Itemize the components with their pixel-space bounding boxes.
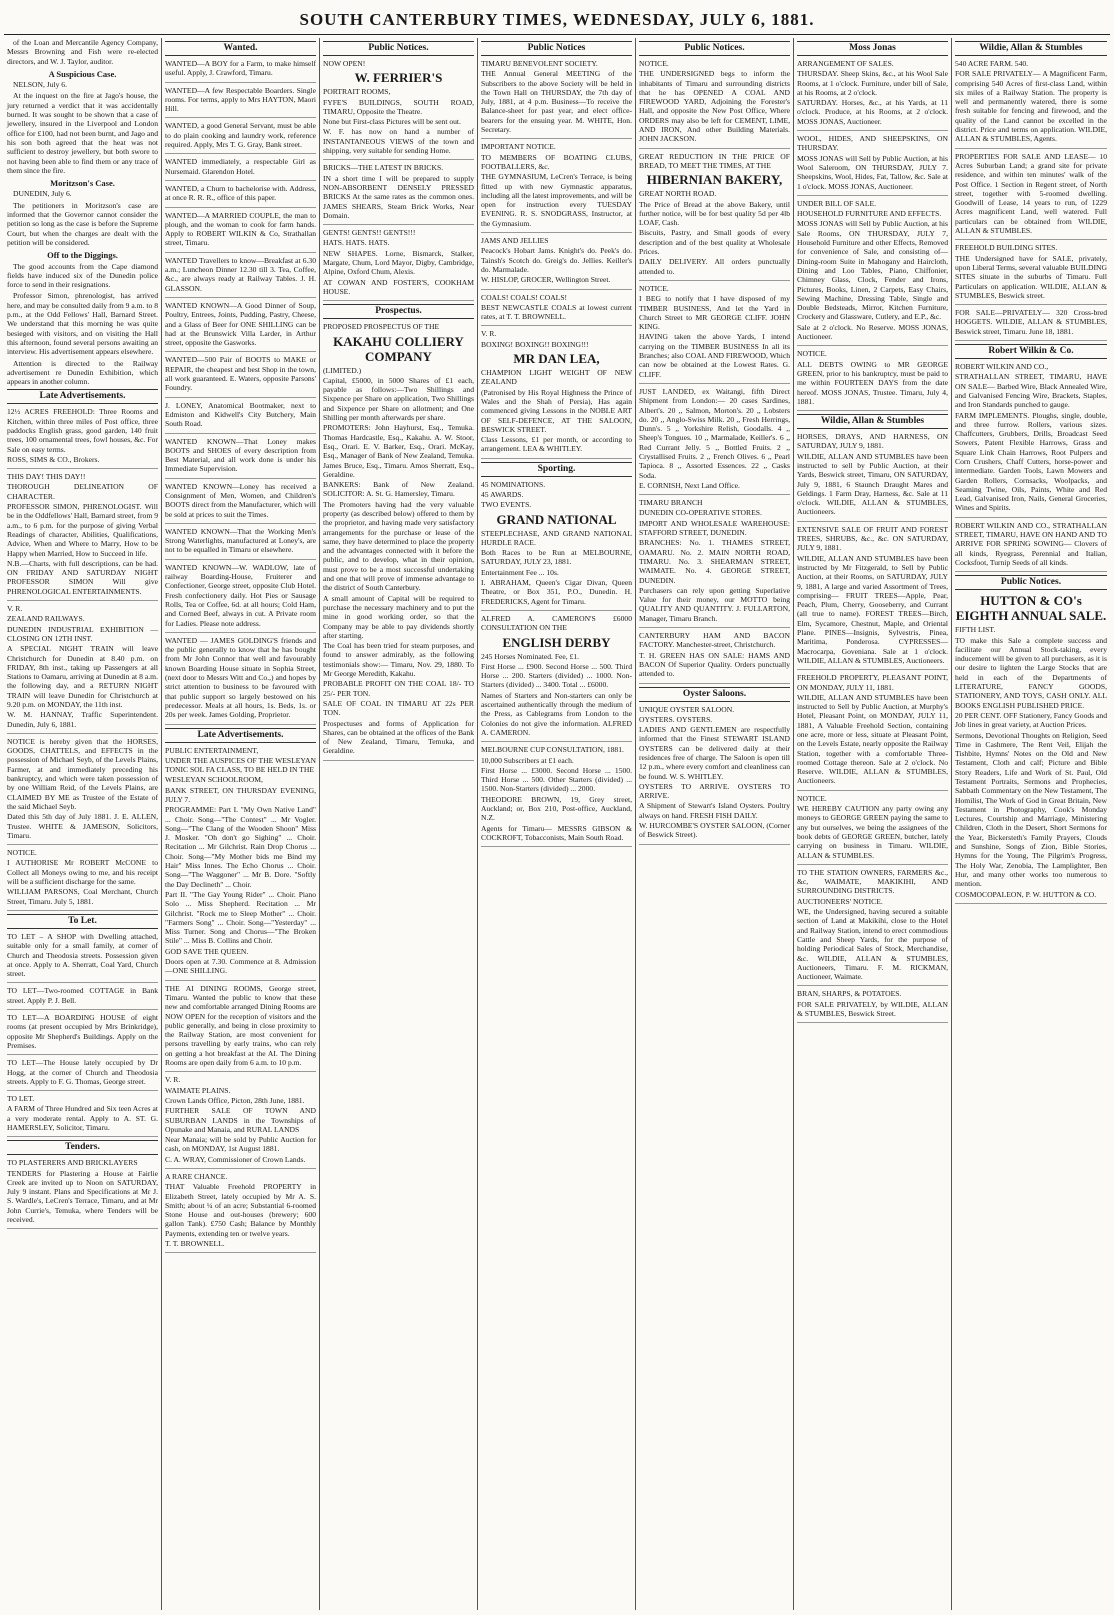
advertisement	[7, 848, 158, 911]
ad-paragraph: IMPORTANT NOTICE.	[481, 142, 556, 152]
ad-paragraph: THE GYMNASIUM, LeCren's Terrace, is being fitted up with new Gymnastic apparatus, including all the latest improvements, and will be open for instruction every TUESDAY EVENING. R. S. SNODGRASS, Instructor, at the Gymnasium.	[481, 172, 632, 228]
ad-paragraph: CHAMPION LIGHT WEIGHT OF NEW ZEALAND	[481, 368, 632, 387]
advertisement	[165, 437, 316, 479]
ad-paragraph: WILDIE, ALLAN AND STUMBLES have been instructed to Sell by Public Auction, at Murphy's Hotel, Pleasant Point, on MONDAY, JULY 11, 1881, A Valuable Freehold Section, containing one acre, more or less, situate at Pleasant Point, on the Levels Estate, nearly opposite the Railway Station, together with a comfortable Three-roomed Cottage thereon. Sale at 2 o'clock. No Reserve. WILDIE, ALLAN & STUMBLES, Auctioneers.	[797, 692, 948, 786]
advertisement	[165, 301, 316, 352]
ad-paragraph: ALL DEBTS OWING to MR GEORGE GREEN, prior to his bankruptcy, must be paid to me within FOURTEEN DAYS from the date hereof. MOSS JONAS, Trustee. Timaru, July 4, 1881.	[797, 359, 948, 406]
ad-paragraph: A FARM of Three Hundred and Six teen Acres at a very moderate rental. Apply to A. ST. G. HAMERSLEY, Solicitor, Timaru.	[7, 1104, 158, 1132]
news-article	[7, 38, 158, 66]
ad-paragraph: WOOL, HIDES, AND SHEEPSKINS, ON THURSDAY.	[797, 134, 948, 153]
ad-paragraph: OYSTERS. OYSTERS.	[639, 714, 713, 724]
ad-paragraph: (LIMITED.)	[323, 365, 362, 375]
ad-paragraph: J. LONEY, Anatomical Bootmaker, next to Edmiston and Kidwell's City Butchery, Main South Road.	[165, 400, 316, 429]
ad-paragraph: OYSTERS TO ARRIVE. OYSTERS TO ARRIVE.	[639, 781, 790, 801]
ad-paragraph: AT COWAN AND FOSTER'S, COOKHAM HOUSE.	[323, 277, 474, 296]
advertisement	[7, 472, 158, 601]
advertisement	[165, 157, 316, 181]
column-3	[320, 38, 478, 1610]
article-paragraph: The good accounts from the Cape diamond fields have induced six of the Dunedin police force to send in their resignations.	[7, 261, 158, 290]
column-4	[478, 38, 636, 1610]
ad-paragraph: DUNEDIN INDUSTRIAL EXHIBITION —CLOSING ON 12TH INST.	[7, 624, 158, 643]
section-heading: Public Notices.	[323, 41, 474, 56]
section-heading: Sporting.	[481, 462, 632, 477]
ad-paragraph: DUNEDIN CO-OPERATIVE STORES.	[639, 508, 762, 518]
column-2	[162, 38, 320, 1610]
ad-display-title: GRAND NATIONAL	[496, 511, 617, 527]
advertisement	[7, 1158, 158, 1229]
advertisement	[955, 243, 1107, 305]
ad-paragraph: The Coal has been tried for steam purposes, and found to answer admirably, as the following testimonials show:— Timaru, Nov. 29, 1880. To Mr George Meredith, Kakahu.	[323, 641, 474, 679]
ad-paragraph: Peacock's Hobart Jams. Knight's do. Peek's do. Tainsh's Scotch do. Greig's do. Jellies. Keiller's do. Marmalade.	[481, 246, 632, 274]
advertisement	[165, 636, 316, 725]
ad-display-title: HUTTON & CO's EIGHTH ANNUAL SALE.	[955, 593, 1107, 624]
news-article	[7, 262, 158, 387]
ad-paragraph: TO make this Sale a complete success and facilitate our Annual Stock-taking, every inducement will be given to all purchasers, as it is our desire to lighten the Large Stocks that are held in each of the Departments of LITERATURE, FANCY GOODS, STATIONERY, AND TOYS, CASH ONLY. ALL BOOKS ENGLISH PUBLISHED PRICE.	[955, 635, 1107, 710]
ad-paragraph: WILDIE, ALLAN AND STUMBLES have been instructed to sell by Public Auction, at their Yards, Beswick street, Timaru, ON SATURDAY, July 9, 1881, 6 Staunch Draught Mares and Geldings. 1 Farm Dray, Harness, &c. Sale at 11 o'clock. WILDIE, ALLAN & STUMBLES, Auctioneers.	[797, 451, 948, 517]
ad-paragraph: JAMS AND JELLIES	[481, 236, 549, 246]
ad-paragraph: TO THE STATION OWNERS, FARMERS &c., &c, WAIMATE, MAKIKIHI, AND SURROUNDING DISTRICTS.	[797, 867, 948, 896]
ad-paragraph: SATURDAY. Horses, &c., at his Yards, at 11 o'clock. Produce, at his Rooms, at 2 o'clock. MOSS JONAS, Auctioneer.	[797, 98, 948, 126]
advertisement	[639, 284, 790, 384]
ad-paragraph: JUST LANDED, ex Waitangi, fifth Direct Shipment from London:— 20 cases Sardines, Albert's. 20 ,, Salmon, Morton's. 20 ,, Lobsters do. 20 ,, Anglo-Swiss Milk. 20 ,, Fresh Herrings, Dunn's. 5 ,, Yorkshire Relish, Goodalls. 4 ,, Sheep's Tongues. 10 ,, Marmalade, Keiller's. 6 ,, Red Currant Jelly. 5 ,, Bottled Fruits. 2 ,, Crystallised Fruits. 2 ,, French Olives. 6 ,, Pearl Tapioca. 8 ,, Assorted Essences. 22 ,, Casks Soda.	[639, 386, 790, 480]
advertisement	[481, 480, 632, 611]
ad-paragraph: C. A. WRAY, Commissioner of Crown Lands.	[165, 1154, 306, 1164]
advertisement	[797, 525, 948, 670]
section-heading: Robert Wilkin & Co.	[955, 344, 1107, 359]
ad-paragraph: I. ABRAHAM, Queen's Cigar Divan, Queen Theatre, or Box 351, P.O., Dunedin. H. FREDERICKS, Agent for Timaru.	[481, 578, 632, 606]
news-article	[7, 189, 158, 247]
ad-paragraph: MELBOURNE CUP CONSULTATION, 1881.	[481, 745, 624, 755]
ad-display-title: MR DAN LEA,	[513, 351, 600, 367]
advertisement	[955, 308, 1107, 341]
ad-paragraph: HAVING taken the above Yards, I intend carrying on the TIMBER BUSINESS In all its Branches; also COAL AND FIREWOOD, Which can now be obtained at the Lowest Rates. G. CLIFF.	[639, 332, 790, 379]
ad-paragraph: WANTED Travellers to know—Breakfast at 6.30 a.m.; Luncheon Dinner 12.30 till 3. Tea, Coffee, &c., are always ready at Railway Tables. J. H. GLASSON.	[165, 255, 316, 293]
ad-paragraph: FIFTH LIST.	[955, 625, 996, 635]
ad-paragraph: 245 Horses Nominated. Fee, £1.	[481, 651, 580, 661]
ad-paragraph: BANKERS: Bank of New Zealand. SOLICITOR: A. St. G. Hamersley, Timaru.	[323, 480, 474, 499]
article-headline: A Suspicious Case.	[48, 68, 117, 79]
ad-paragraph: MOSS JONAS will Sell by Public Auction, at his Sale Rooms, ON THURSDAY, JULY 7, Household Furniture and other Effects, Removed for convenience of Sale, and consisting of— Dining-room Suite in Mahogany and Haircloth, Dining and Loo Tables, Piano, Chiffonier, Chimney Glass, Clock, Fender and Irons, Pictures, Books, Linen, 2 Carpets, Easy Chairs, Sewing Machine, Dressing Table, Single and Double Bedsteads, Mirror, Kitchen Furniture, Crockery and Glassware, Cutlery, and E.P., &c.	[797, 219, 948, 322]
advertisement	[955, 593, 1107, 904]
ad-paragraph: TO LET.	[7, 1094, 35, 1104]
advertisement	[7, 407, 158, 469]
ad-paragraph: WILDIE, ALLAN AND STUMBLES have been instructed by Mr Fitzgerald, to Sell by Public Auction, at their Rooms, on SATURDAY, JULY 9, 1881, A large and varied Assortment of Trees, comprising— FRUIT TREES—Apple, Pear, Peach, Plum, Cherry, Gooseberry, and Currant (all true to name). FOREST TREES—Birch, Elm, Sycamore, Chestnut, Maple, and Oriental Plane. PINES—Insignis, Sylvestris, Pinea, Maritima, Ponderosa. CYPRESSES—Macrocarpa, Goveniana. Sale at 1 o'clock. WILDIE, ALLAN & STUMBLES, Auctioneers.	[797, 553, 948, 665]
ad-paragraph: The Promoters having had the very valuable property (as described below) offered to them by the proprietor, and having made very satisfactory arrangements for the purchase or lease of the same, they have determined to place the property and the advantages connected with it before the public, and to develop, what in their opinion, must prove to be a most successful undertaking and one that will prove of immense advantage to the district of South Canterbury.	[323, 499, 474, 593]
ad-paragraph: TO LET—The House lately occupied by Dr Hogg, at the corner of Church and Theodosia streets. Apply to F. G. Thomas, George street.	[7, 1058, 158, 1086]
ad-paragraph: E. CORNISH, Next Land Office.	[639, 480, 740, 490]
ad-paragraph: 45 NOMINATIONS.	[481, 479, 546, 489]
ad-paragraph: TENDERS for Plastering a House at Fairlie Creek are invited up to Noon on SATURDAY, July 9 instant. Plans and Specifications at Mr J. S. Wardle's, LeCren's Terrace, Timaru, and at Mr John Currie's, Temuka, where Tenders will be received.	[7, 1168, 158, 1225]
advertisement	[797, 59, 948, 131]
ad-paragraph: Dated this 5th day of July 1881. J. E. ALLEN, Trustee. WHITE & JAMESON, Solicitors, Timaru.	[7, 812, 158, 840]
masthead: SOUTH CANTERBURY TIMES, WEDNESDAY, JULY 6, 1881.	[299, 10, 815, 29]
ad-paragraph: ROSS, SIMS & CO., Brokers.	[7, 454, 100, 464]
ad-paragraph: V. R.	[481, 329, 497, 339]
ad-paragraph: BOXING! BOXING!! BOXING!!!	[481, 339, 589, 349]
ad-paragraph: IN a short time I will be prepared to supply NON-ABSORBENT DENSELY PRESSED BRICKS At the same rates as the common ones. JAMES SHEARS, Steam Brick Works, Near Domain.	[323, 173, 474, 220]
ad-paragraph: WANTED, a Churn to bachelorise with. Address, at once R. R. R., office of this paper.	[165, 183, 316, 203]
ad-paragraph: UNDER THE AUSPICES OF THE WESLEYAN TONIC SOL FA CLASS, TO BE HELD IN THE	[165, 755, 316, 775]
ad-paragraph: WANTED immediately, a respectable Girl as Nursemaid. Glarendon Hotel.	[165, 157, 316, 176]
ad-paragraph: WANTED—500 Pair of BOOTS to MAKE or REPAIR, the cheapest and best Shop in the town, all work guaranteed. E. Waters, opposite Parsons' Foundry.	[165, 355, 316, 393]
advertisement	[481, 293, 632, 327]
advertisement	[797, 794, 948, 865]
ad-paragraph: NOTICE.	[639, 59, 669, 68]
article-paragraph: NELSON, July 6.	[13, 80, 68, 90]
ad-paragraph: Both Races to be Run at MELBOURNE, SATURDAY, JULY 23, 1881.	[481, 548, 632, 567]
ad-paragraph: THURSDAY. Sheep Skins, &c., at his Wool Sale Rooms, at 1 o'clock. Furniture, under bill of Sale, at his Rooms, at 2 o'clock.	[797, 69, 948, 97]
masthead-rule	[4, 34, 1110, 35]
advertisement	[797, 673, 948, 791]
advertisement	[323, 228, 474, 301]
ad-paragraph: TWO EVENTS.	[481, 500, 532, 510]
advertisement	[481, 745, 632, 847]
ad-paragraph: The Price of Bread at the above Bakery, until further notice, will be for best quality 5d per 4lb LOAF, Cash.	[639, 199, 790, 228]
advertisement	[797, 134, 948, 196]
section-heading: Prospectus.	[323, 304, 474, 319]
ad-paragraph: A SPECIAL NIGHT TRAIN will leave Christchurch for Dunedin at 8.40 p.m. on FRIDAY, 8th inst., taking up Passengers at all Stations to Oamaru, arriving at Dunedin at 8 a.m. the following day, and a RETURN NIGHT TRAIN will leave Dunedin for Christchurch at 9.20 p.m. on MONDAY, the 11th inst.	[7, 644, 158, 709]
ad-paragraph: (Patronised by His Royal Highness the Prince of Wales and the Shah of Persia), Has again commenced giving Lessons in the NOBLE ART OF SELF-DEFENCE, AT THE SALOON, BESWICK STREET.	[481, 387, 632, 434]
ad-paragraph: PROGRAMME: Part I. "My Own Native Land" ... Choir. Song—"The Contest" ... Mr Vogler. Song—"The Clang of the Wooden Shoon" Miss J. Mosker. "Oh don't go Sighing" ... Choir. Recitation ... Mr Gilchrist. Rain Drop Chorus ... Choir. Song—"My Mother bids me Bind my Hair" Miss Innes. The Echo Chorus ... Choir. Song—"The Waggoner" ... Mr B. Dore. "Softly the Day Declineth" ... Choir.	[165, 805, 316, 889]
ad-paragraph: CANTERBURY HAM AND BACON FACTORY. Manchester-street, Christchurch.	[639, 631, 790, 650]
ad-paragraph: GREAT REDUCTION IN THE PRICE OF BREAD, TO MEET THE TIMES, AT THE	[639, 151, 790, 170]
article-paragraph: At the inquest on the fire at Jago's house, the jury returned a verdict that it was accidentally burned. It was sought to be shown that a case of jewellery, insured in the Liverpool and London office for £100, had not been burnt, and Jago and his son both agreed that the heat was not sufficient to destroy jewellery, but both swore to not having been able to find them or any trace of them since the fire.	[7, 91, 158, 175]
section-heading: Wildie, Allan & Stumbles	[797, 414, 948, 429]
ad-paragraph: Doors open at 7.30. Commence at 8. Admission—ONE SHILLING.	[165, 957, 316, 976]
ad-paragraph: 20 PER CENT. OFF Stationery, Fancy Goods and Job lines in great variety, at Auction Prices.	[955, 710, 1107, 730]
ad-paragraph: STEEPLECHASE, AND GRAND NATIONAL HURDLE RACE.	[481, 528, 632, 547]
ad-paragraph: First Horse ... £900. Second Horse ... 500. Third Horse ... 200. Starters (divided) ... 1000. Non-Starters (divided) ... 3400. Total ... £6000.	[481, 661, 632, 690]
ad-paragraph: EXTENSIVE SALE OF FRUIT AND FOREST TREES, SHRUBS, &c., &c. ON SATURDAY, JULY 9, 1881.	[797, 524, 948, 553]
advertisement	[165, 401, 316, 434]
advertisement	[165, 59, 316, 83]
ad-paragraph: GREAT NORTH ROAD.	[639, 189, 717, 199]
ad-paragraph: BRICKS—THE LATEST IN BRICKS.	[323, 163, 444, 173]
ad-paragraph: WAIMATE PLAINS.	[165, 1085, 231, 1095]
ad-paragraph: A Shipment of Stewart's Island Oysters. Poultry always on hand. FRESH FISH DAILY.	[639, 801, 790, 820]
ad-paragraph: 45 AWARDS.	[481, 489, 524, 499]
advertisement	[955, 59, 1107, 149]
column-5	[636, 38, 794, 1610]
ad-paragraph: WANTED—A few Respectable Boarders. Single rooms. For terms, apply to Mrs HAYTON, Maori Hill.	[165, 85, 316, 114]
news-article	[7, 80, 158, 175]
ad-paragraph: MOSS JONAS will Sell by Public Auction, at his Wool Saleroom, ON THURSDAY, JULY 7. Sheepskins, Wool, Hides, Fat, Tallow, &c. Sale at 1 o'clock. MOSS JONAS, Auctioneer.	[797, 153, 948, 191]
advertisement	[481, 329, 632, 458]
ad-paragraph: W. HURCOMBE'S OYSTER SALOON, (Corner of Beswick Street).	[639, 821, 790, 840]
ad-paragraph: ALFRED A. CAMERON'S £6000 CONSULTATION ON THE	[481, 613, 632, 633]
ad-paragraph: WANTED, a good General Servant, must be able to do plain cooking and laundry work, reference required. Apply, Mrs T. G. Gray, Bank street.	[165, 121, 316, 150]
section-heading: Moss Jonas	[797, 41, 948, 56]
ad-paragraph: Crown Lands Office, Picton, 28th June, 1881.	[165, 1095, 305, 1105]
ad-paragraph: FOR SALE—PRIVATELY— 320 Cross-bred HOGGETS. WILDIE, ALLAN & STUMBLES, Beswick street, Timaru. June 18, 1881.	[955, 308, 1107, 336]
ad-paragraph: IMPORT AND WHOLESALE WAREHOUSE: STAFFORD STREET, DUNEDIN.	[639, 518, 790, 538]
ad-paragraph: I AUTHORISE Mr ROBERT McCONE to Collect all Moneys owing to me, and his receipt will be a sufficient discharge for the same.	[7, 858, 158, 887]
article-paragraph: DUNEDIN, July 6.	[13, 189, 72, 199]
ad-paragraph: T. H. GREEN HAS ON SALE: HAMS AND BACON Of Superior Quality. Orders punctually attended to.	[639, 650, 790, 679]
ad-paragraph: First Horse ... £3000. Second Horse ... 1500. Third Horse ... 500. Other Starters (divided) ... 1500. Non-Starters (divided) ... 2000.	[481, 765, 632, 794]
section-heading: Oyster Saloons.	[639, 687, 790, 702]
advertisement	[7, 1094, 158, 1137]
ad-paragraph: WANTED KNOWN—That Loney makes BOOTS and SHOES of every description from Best Material, and all work done is under his Immediate Supervision.	[165, 436, 316, 474]
advertisement	[165, 211, 316, 253]
ad-paragraph: FOR SALE PRIVATELY— A Magnificent Farm, comprising 540 Acres of first-class Land, within six miles of a Railway Station. The property is well and permanently watered, there is some fresh suitable for fencing and firewood, and the quality of the Land cannot be excelled in the district. Price and terms on application. WILDIE, ALLAN & STUMBLES, Agents.	[955, 69, 1107, 144]
ad-paragraph: Entertainment Fee ... 10s.	[481, 567, 559, 577]
ad-paragraph: COSMOCOPALEON, P. W. HUTTON & CO.	[955, 889, 1097, 899]
ad-paragraph: PROMOTERS: John Hayhurst, Esq., Temuka. Thomas Hardcastle, Esq., Kakahu. A. W. Stoor, Esq., Orari. E. V. Barker, Esq., Orari. McKay, Esq., Manager of Bank of New Zealand, Temuka. James Bruce, Esq., Timaru. Amos Sherratt, Esq., Geraldine.	[323, 423, 474, 479]
ad-paragraph: PROPERTIES FOR SALE AND LEASE— 10 Acres Suburban Land; a grand site for private residence, and within ten minutes' walk of the Post Office. 1 Section in Regent street, of North street, together with 5-roomed dwelling. Goodwill of Lease, 14 years to run, of 1229 Acres magnificent Land, well watered. Full particulars can be obtained from WILDIE, ALLAN & STUMBLES.	[955, 151, 1107, 236]
article-paragraph: of the Loan and Mercantile Agency Company, Messrs Browning and Fish were re-elected directors, and W. J. Taylor, auditor.	[7, 38, 158, 66]
columns-container	[4, 38, 1110, 1610]
advertisement	[323, 322, 474, 760]
ad-paragraph: BEST NEWCASTLE COALS at lowest current rates, at T. T. BROWNELL.	[481, 302, 632, 322]
ad-paragraph: THOROUGH DELINEATION OF CHARACTER.	[7, 482, 158, 501]
advertisement	[165, 482, 316, 524]
ad-paragraph: BRANCHES: No. 1. THAMES STREET, OAMARU. No. 2. MAIN NORTH ROAD, TIMARU. No. 3. SHEARMAN STREET, WAIMATE. No. 4. GEORGE STREET, DUNEDIN.	[639, 538, 790, 585]
ad-paragraph: THE AI DINING ROOMS, George street, Timaru. Wanted the public to know that these new and comfortable arranged Dining Rooms are NOW OPEN for the reception of visitors and the public generally, and being in close proximity to the Railway Station, are most convenient for persons travelling by early trains, who can rely on getting a hot breakfast at the AI. The Dining Rooms are open daily from 6 a.m. to 10 p.m.	[165, 983, 316, 1068]
advertisement	[323, 59, 474, 160]
ad-paragraph: FREEHOLD BUILDING SITES.	[955, 243, 1058, 253]
ad-display-title: ENGLISH DERBY	[502, 634, 611, 650]
ad-paragraph: ROBERT WILKIN AND CO., STRATHALLAN STREET, TIMARU, HAVE ON HAND AND TO ARRIVE FOR SPRING SOWING— Clovers of all kinds, Ryegrass, Perennial and Italian, Cocksfoot, Turnip Seeds of all kinds.	[955, 520, 1107, 567]
ad-paragraph: 12½ ACRES FREEHOLD: Three Rooms and Kitchen, within three miles of Post office, three paddocks English grass, good garden, 140 fruit trees, 100 ornamental trees, fowl houses, &c. For Sale on easy terms.	[7, 407, 158, 454]
ad-paragraph: WANTED KNOWN—That the Working Men's Strong Waterlights, manufactured at Loney's, are not to be equalled in Timaru or elsewhere.	[165, 526, 316, 555]
article-headline: Off to the Diggings.	[47, 250, 118, 261]
ad-paragraph: W. HISLOP, GROCER, Wellington Street.	[481, 275, 611, 285]
ad-paragraph: TO MEMBERS OF BOATING CLUBS, FOOTBALLERS, &c.	[481, 152, 632, 171]
ad-paragraph: LADIES AND GENTLEMEN are respectfully informed that the Finest STEWART ISLAND OYSTERS can be delivered daily at their residences free of charge. The Saloon is open till 12 p.m., where every comfort and cleanliness can be found. W. S. WHITLEY.	[639, 725, 790, 781]
ad-paragraph: THAT Valuable Freehold PROPERTY in Elizabeth Street, lately occupied by Mr A. S. Smith; about ¼ of an acre; Substantial 6-roomed Stone House and out-houses (brewery; 600 gallon Tank). £750 Cash; Balance by Monthly Payments, extending ten or twelve years.	[165, 1182, 316, 1238]
advertisement	[165, 86, 316, 119]
ad-paragraph: TO LET—Two-roomed COTTAGE in Bank street. Apply P. J. Bell.	[7, 986, 158, 1005]
ad-paragraph: THE Annual General MEETING of the Subscribers to the above Society will be held in the Town Hall on THURSDAY, the 7th day of July, 1881, at 4 p.m. Business—To receive the Balance-sheet for past year, and elect office-bearers for the ensuing year. M. WHITE, Hon. Secretary.	[481, 69, 632, 135]
ad-paragraph: DAILY DELIVERY. All orders punctually attended to.	[639, 257, 790, 276]
ad-paragraph: WANTED—A BOY for a Farm, to make himself useful. Apply, J. Crawford, Timaru.	[165, 59, 316, 78]
column-6	[794, 38, 952, 1610]
advertisement	[481, 59, 632, 139]
advertisement	[955, 521, 1107, 572]
ad-paragraph: Class Lessons, £1 per month, or according to arrangement. LEA & WHITLEY.	[481, 435, 632, 454]
ad-paragraph: WE HEREBY CAUTION any party owing any moneys to GEORGE GREEN paying the same to any but ourselves, we being the assignees of the book debts of GEORGE GREEN, butcher, lately carrying on business in Timaru. WILDIE, ALLAN & STUMBLES.	[797, 804, 948, 860]
ad-paragraph: COALS! COALS! COALS!	[481, 292, 568, 302]
advertisement	[165, 121, 316, 154]
section-heading: Public Notices.	[955, 575, 1107, 590]
section-heading: Wanted.	[165, 41, 316, 56]
article-paragraph: Professor Simon, phrenologist, has arrived here, and may be consulted daily from 9 a.m. to 8 p.m., at the Odd Fellows' Hall, Barnard Street. We understand that this morning he was quite besieged with visitors, and on visiting the Hall this afternoon, found several persons awaiting an interview. His advertisement appears elsewhere.	[7, 291, 158, 357]
column-1	[4, 38, 162, 1610]
advertisement	[639, 498, 790, 628]
ad-paragraph: Agents for Timaru— MESSRS GIBSON & COCKROFT, Tobacconists, Main South Road.	[481, 823, 632, 842]
ad-paragraph: PROFESSOR SIMON, PHRENOLOGIST. Will be in the Oddfellows' Hall, Barnard street, from 9 a.m., to 6 p.m. for the purpose of giving Verbal Readings of character, Abilities, Qualifications, Advice, When and Where to Marry, How to be Happy when Married, How to Succeed in life.	[7, 502, 158, 558]
section-heading: Wildie, Allan & Stumbles	[955, 41, 1107, 56]
ad-paragraph: UNIQUE OYSTER SALOON.	[639, 704, 735, 714]
advertisement	[165, 527, 316, 560]
ad-paragraph: Names of Starters and Non-starters can only be ascertained authentically through the medium of the Press, as Cablegrams from London to the Colonies do not give the information. ALFRED A. CAMERON.	[481, 690, 632, 737]
ad-paragraph: BANK STREET, ON THURSDAY EVENING, JULY 7.	[165, 785, 316, 804]
ad-paragraph: W. M. HANNAY, Traffic Superintendent. Dunedin, July 6, 1881.	[7, 710, 158, 729]
ad-paragraph: PUBLIC ENTERTAINMENT,	[165, 745, 259, 755]
ad-paragraph: SALE OF COAL IN TIMARU AT 22s PER TON.	[323, 698, 474, 718]
advertisement	[165, 984, 316, 1073]
ad-paragraph: WE, the Undersigned, having secured a suitable section of Land at Makikihi, close to the Hotel and Railway Station, intend to erect commodious Cattle and Sheep Yards, for the purpose of holding Periodical Sales of Stock, Merchandise, &c. WILDIE, ALLAN & STUMBLES, Auctioneers, Timaru. F. M. RICKMAN, Auctioneer, Waimate.	[797, 907, 948, 982]
ad-paragraph: None but First-class Pictures will be sent out.	[323, 117, 461, 127]
ad-paragraph: THIS DAY! THIS DAY!!	[7, 472, 86, 482]
section-heading: Public Notices.	[639, 41, 790, 56]
ad-paragraph: NOTICE.	[7, 848, 37, 858]
ad-paragraph: Capital, £5000, in 5000 Shares of £1 each, payable as follows:—Two Shillings and Sixpence per Share on application, Two Shillings and Sixpence per Share on allotment; and One Shilling per month afterwards per share.	[323, 375, 474, 423]
advertisement	[165, 256, 316, 298]
column-7	[952, 38, 1110, 1610]
ad-paragraph: PROPOSED PROSPECTUS OF THE	[323, 322, 440, 332]
ad-paragraph: W. F. has now on hand a number of INSTANTANEOUS VIEWS of the town and shipping, very suitable for sending Home.	[323, 127, 474, 156]
advertisement	[481, 142, 632, 233]
ad-paragraph: FREEHOLD PROPERTY, PLEASANT POINT, ON MONDAY, JULY 11, 1881.	[797, 673, 948, 692]
ad-display-title: W. FERRIER'S	[354, 70, 443, 86]
advertisement	[165, 746, 316, 981]
ad-paragraph: NOTICE.	[639, 283, 669, 293]
advertisement	[797, 868, 948, 987]
ad-paragraph: Biscuits, Pastry, and Small goods of every description and of the best quality at Wholesale Prices.	[639, 228, 790, 257]
advertisement	[7, 604, 158, 734]
ad-paragraph: BRAN, SHARPS, & POTATOES.	[797, 989, 902, 999]
ad-paragraph: NOTICE.	[797, 349, 827, 359]
ad-paragraph: N.B.—Charts, with full descriptions, can be had. ON FRIDAY AND SATURDAY NIGHT PROFESSOR SIMON Will give PHRENOLOGICAL ENTERTAINMENTS.	[7, 558, 158, 596]
ad-paragraph: Prospectuses and forms of Application for Shares, can be obtained at the offices of the Bank of New Zealand, Timaru, Temuka, and Geraldine.	[323, 718, 474, 756]
advertisement	[165, 1172, 316, 1253]
advertisement	[955, 152, 1107, 241]
advertisement	[165, 1075, 316, 1169]
ad-paragraph: NOTICE.	[797, 793, 827, 803]
ad-paragraph: ARRANGEMENT OF SALES.	[797, 59, 894, 68]
ad-paragraph: TIMARU BENEVOLENT SOCIETY.	[481, 59, 598, 68]
ad-paragraph: TO PLASTERERS AND BRICKLAYERS	[7, 1158, 138, 1168]
ad-paragraph: FARM IMPLEMENTS. Ploughs, single, double, and three furrow. Rollers, various sizes. Chaffcutters, Grubbers, Drills, Broadcast Seed Sowers, Patent Flexible Harrows, Grass and Square Link Chain Harrows, Root Pulpers and Corn Crushers, Chaff Cutters, horse-power and intermediate. Garden Tools, Lawn Mowers and Garden Rollers, Cornsacks, Woolpacks, and Seaming Twine, Oils, Paints, White and Red Lead, Galvanised Iron, Nails, General Groceries, Wines and Spirits.	[955, 410, 1107, 513]
ad-paragraph: A small amount of Capital will be required to purchase the necessary machinery and to put the mine in good working order, so that the Company may be able to pay dividends shortly after starting.	[323, 593, 474, 640]
ad-paragraph: 10,000 Subscribers at £1 each.	[481, 755, 574, 765]
advertisement	[639, 59, 790, 149]
ad-paragraph: AUCTIONEERS' NOTICE.	[797, 896, 883, 906]
advertisement	[955, 362, 1107, 518]
advertisement	[323, 163, 474, 225]
advertisement	[481, 614, 632, 742]
article-headline: Moritzson's Case.	[50, 178, 115, 189]
ad-paragraph: FOR SALE PRIVATELY, by WILDIE, ALLAN & STUMBLES, Beswick Street.	[797, 999, 948, 1019]
advertisement	[797, 199, 948, 346]
ad-paragraph: Purchasers can rely upon getting Superlative Value for their money, our MOTTO being QUALITY AND QUANTITY. J. FULLARTON, Manager, Timaru Branch.	[639, 585, 790, 623]
ad-paragraph: Part II. "The Gay Young Rider" ... Choir. Piano Solo ... Miss Shepherd. Recitation ... Mr Gilchrist. "Rock me to Sleep Mother" ... Choir. "Farmers Song" ... Choir. Song—"Yesterday" ... Miss Turner. Song and Chorus—"The Broken Stile" ... Miss B. Collins and Choir.	[165, 889, 316, 946]
ad-paragraph: UNDER BILL OF SALE.	[797, 198, 877, 208]
advertisement	[7, 1058, 158, 1091]
ad-paragraph: STRATHALLAN STREET, TIMARU, HAVE ON SALE— Barbed Wire, Black Annealed Wire, and Galvanised Fencing Wire, Brackets, Staples, and Iron Standards punched to gauge.	[955, 372, 1107, 410]
ad-paragraph: WANTED—A MARRIED COUPLE, the man to plough, and the woman to cook for farm hands. Apply to ROBERT WILKIN & Co, Strathallan street, Timaru.	[165, 210, 316, 248]
advertisement	[639, 387, 790, 495]
ad-paragraph: T. T. BROWNELL.	[165, 1239, 225, 1249]
advertisement	[165, 355, 316, 397]
ad-paragraph: FYFE'S BUILDINGS, SOUTH ROAD, TIMARU, Opposite the Theatre.	[323, 97, 474, 116]
ad-display-title: HIBERNIAN BAKERY,	[646, 172, 783, 188]
ad-paragraph: PORTRAIT ROOMS,	[323, 87, 391, 97]
advertisement	[7, 932, 158, 983]
section-heading: Tenders.	[7, 1140, 158, 1155]
ad-paragraph: NOW OPEN!	[323, 59, 366, 68]
ad-paragraph: GOD SAVE THE QUEEN.	[165, 946, 249, 956]
advertisement	[797, 989, 948, 1023]
ad-paragraph: THE Undersigned have for SALE, privately, upon Liberal Terms, several valuable BUILDING SITES situate in the suburbs of Timaru. Full Particulars on application. WILDIE, ALLAN & STUMBLES, Beswick street.	[955, 253, 1107, 300]
ad-paragraph: 540 ACRE FARM. 540.	[955, 59, 1029, 68]
ad-paragraph: GENTS! GENTS!! GENTS!!!	[323, 228, 416, 238]
advertisement	[797, 432, 948, 522]
ad-paragraph: WANTED KNOWN—Loney has received a Consignment of Men, Women, and Children's BOOTS direct from the Manufacturer, which will be sold at prices to suit the Times.	[165, 481, 316, 519]
ad-display-title: KAKAHU COLLIERY COMPANY	[333, 333, 464, 364]
section-heading: Public Notices	[481, 41, 632, 56]
ad-paragraph: WANTED KNOWN—W. WADLOW, late of railway Boarding-House, Fruiterer and Confectioner, George street, opposite Club Hotel. Fresh confectionery daily. Hot Pies or Sausage Rolls, Tea or Coffee, 6d. at all hours; Cold Ham, and Corned Beef, always in cut. A Private room for Ladies. Please note address.	[165, 562, 316, 628]
section-heading: Late Advertisements.	[7, 389, 158, 404]
ad-paragraph: WANTED — JAMES GOLDING'S friends and the public generally to know that he has bought from Mr John Connor that well and favourably known Boarding House situate in Sophia Street, (next door to Messrs Witt and Co.,) and hopes by strict attention to business to be favoured with that public support so largely bestowed on his predecessor. Meals at all hours, 1s. Beds, 1s. or 20s per week. James Golding, Proprietor.	[165, 635, 316, 720]
advertisement	[165, 563, 316, 633]
ad-paragraph: ROBERT WILKIN AND CO.,	[955, 362, 1049, 372]
advertisement	[165, 184, 316, 208]
ad-paragraph: HOUSEHOLD FURNITURE AND EFFECTS.	[797, 209, 942, 219]
ad-paragraph: ZEALAND RAILWAYS.	[7, 614, 85, 624]
ad-paragraph: I BEG to notify that I have disposed of my TIMBER BUSINESS, And let the Yard in Church Street to MR GEORGE CLIFF. JOHN KING.	[639, 294, 790, 332]
ad-paragraph: WANTED KNOWN—A Good Dinner of Soup, Poultry, Entrees, Joints, Pudding, Pastry, Cheese, and a Glass of Beer for ONE SHILLING can be had at the Brunswick Villa Larder, in Arthur street, opposite the Gasworks.	[165, 300, 316, 348]
advertisement	[639, 705, 790, 845]
ad-paragraph: TO LET – A SHOP with Dwelling attached, suitable only for a small family, at corner of Church and Theodosia streets. Possession given at once. Apply to A. Sherratt, Coal Yard, Church street.	[7, 931, 158, 979]
article-paragraph: The petitioners in Moritzson's case are informed that the Governor cannot consider the petition so long as the case is before the Supreme Court, but when the charges are dealt with the petition will be considered.	[7, 200, 158, 247]
ad-paragraph: WESLEYAN SCHOOLROOM,	[165, 775, 263, 785]
ad-paragraph: NEW SHAPES. Lorne, Bismarck, Stalker, Margate, Chum, Lord Mayor, Digby, Cambridge, Alpine, Oxford Chum, Alexis.	[323, 248, 474, 277]
ad-paragraph: Sermons, Devotional Thoughts on Religion, Seed Time in Cashmere, The Rent Veil, Elijah the Tishbite, Hymns' Notes on the Old and New Testament, Cloth and calf; Picture and Bible Story Readers, Life and Work of St. Paul, Old Testament Portraits, Sermons and Prophecies, Sabbath Commentary on the New Testament, The Homilist, The Work of God in Great Britain, New Testament in Photography, Cook's Monday Lectures, Courtship and Marriage, Ministering Children, Cloth in the Desert, Short Sermons for the Year, Bickersteth's Family Prayers, Clouds and Sunshine, Songs of Zion, Bible Stories, Hymns for the Young, The Pilgrim's Progress, The Holy War, Zenobia, The Lamplighter, Ben Hur, and many other works too numerous to mention.	[955, 730, 1107, 889]
advertisement	[639, 631, 790, 683]
section-heading: Late Advertisements.	[165, 728, 316, 743]
ad-paragraph: HATS. HATS. HATS.	[323, 238, 390, 248]
advertisement	[481, 236, 632, 289]
advertisement	[7, 986, 158, 1010]
ad-paragraph: V. R.	[165, 1075, 181, 1085]
ad-paragraph: HORSES, DRAYS, AND HARNESS, ON SATURDAY, JULY 9, 1881.	[797, 432, 948, 451]
advertisement	[797, 349, 948, 411]
ad-paragraph: THE UNDERSIGNED begs to inform the inhabitants of Timaru and surrounding districts that he has OPENED A COAL AND FIREWOOD YARD, Adjoining the Forester's Hall, and opposite the New Post Office, Where ORDERS may also be left for CEMENT, LIME, AND IRON, And other Building Materials. JOHN JACKSON.	[639, 69, 790, 144]
ad-paragraph: Near Manaia; will be sold by Public Auction for cash, on MONDAY, 1st August 1881.	[165, 1135, 316, 1154]
ad-paragraph: A RARE CHANCE.	[165, 1171, 228, 1181]
ad-paragraph: PROBABLE PROFIT ON THE COAL 18/- TO 25/- PER TON.	[323, 679, 474, 698]
ad-paragraph: TIMARU BRANCH	[639, 498, 703, 508]
ad-paragraph: TO LET—A BOARDING HOUSE of eight rooms (at present occupied by Mrs Brinkridge), opposite Mr Shepherd's Buildings. Apply on the Premises.	[7, 1013, 158, 1050]
ad-paragraph: FURTHER SALE OF TOWN AND SUBURBAN LANDS in the Townships of Opunake and Manaia, and RURAL LANDS	[165, 1106, 316, 1134]
ad-paragraph: NOTICE is hereby given that the HORSES, GOODS, CHATTELS, and EFFECTS in the possession of Michael Seyb, of the Levels Plains, Farmer, at and immediately preceding his bankruptcy, and which were taken possession of by one William Reid, of the Levels Plains, are CLAIMED BY ME as Trustee of the Estate of the said Michael Seyb.	[7, 736, 158, 811]
ad-paragraph: THEODORE BROWN, 19, Grey street, Auckland; or, Box 210, Post-office, Auckland, N.Z.	[481, 794, 632, 823]
section-heading: To Let.	[7, 914, 158, 929]
ad-paragraph: WILLIAM PARSONS, Coal Merchant, Church Street, Timaru. July 5, 1881.	[7, 887, 158, 906]
advertisement	[7, 1013, 158, 1055]
article-paragraph: Attention is directed to the Railway advertisement re Dunedin Exhibition, which appears in another column.	[7, 358, 158, 387]
ad-paragraph: V. R.	[7, 604, 23, 614]
advertisement	[639, 152, 790, 281]
advertisement	[7, 737, 158, 845]
ad-paragraph: Sale at 2 o'clock. No Reserve. MOSS JONAS, Auctioneer.	[797, 322, 948, 342]
